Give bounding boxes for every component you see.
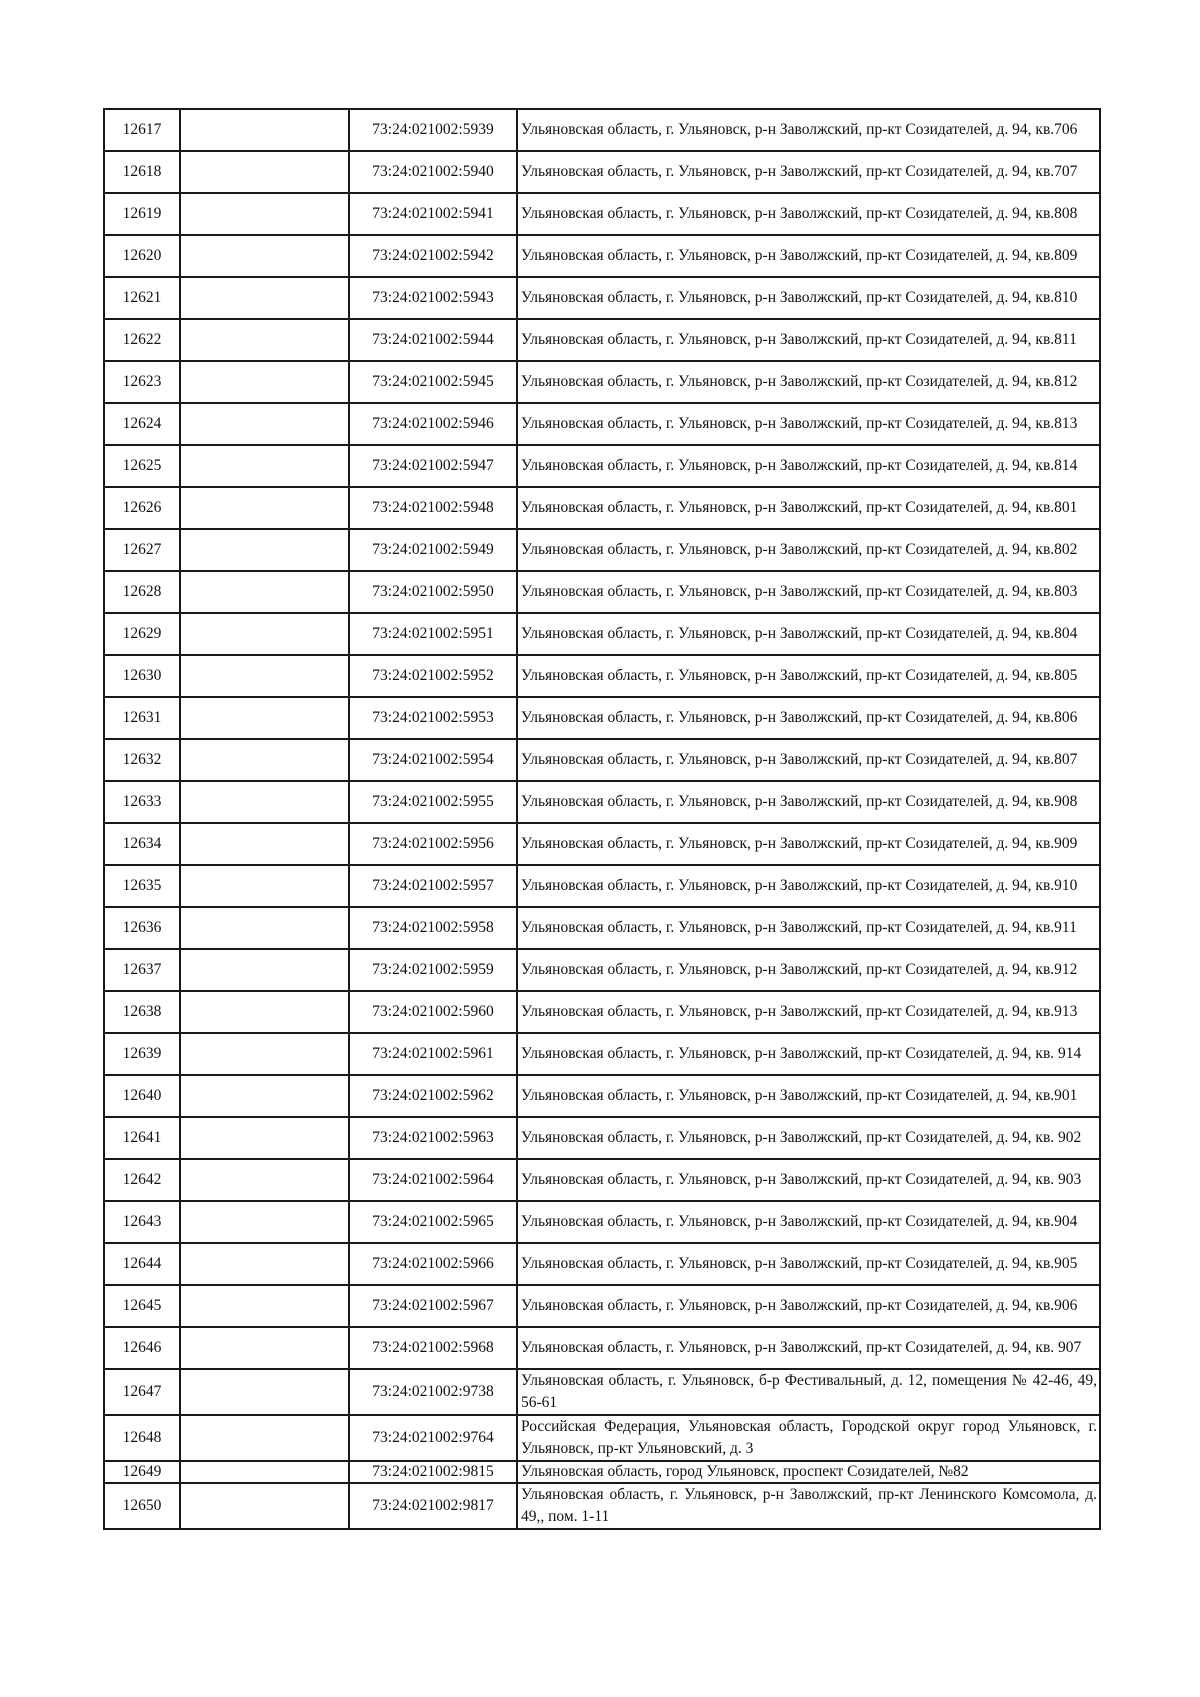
cadastral-number-cell: 73:24:021002:5940: [349, 151, 517, 193]
row-number-cell: 12627: [104, 529, 180, 571]
owner-cell: [180, 781, 349, 823]
owner-cell: [180, 277, 349, 319]
table-row: [104, 1285, 1100, 1327]
address-cell: Ульяновская область, г. Ульяновск, р-н Заволжский, пр-кт Созидателей, д. 94, кв.805: [517, 655, 1100, 697]
owner-cell: [180, 1483, 349, 1529]
address-cell: Российская Федерация, Ульяновская область, Городской округ город Ульяновск, г. Ульяновск, пр-кт Ульяновский, д. 3: [517, 1415, 1100, 1461]
owner-cell: [180, 1159, 349, 1201]
owner-cell: [180, 739, 349, 781]
address-cell: Ульяновская область, г. Ульяновск, р-н Заволжский, пр-кт Созидателей, д. 94, кв.802: [517, 529, 1100, 571]
registry-table: [103, 108, 1101, 1530]
cadastral-number-cell: 73:24:021002:5949: [349, 529, 517, 571]
address-cell: Ульяновская область, г. Ульяновск, р-н Заволжский, пр-кт Созидателей, д. 94, кв. 914: [517, 1033, 1100, 1075]
address-cell: Ульяновская область, г. Ульяновск, р-н Заволжский, пр-кт Созидателей, д. 94, кв. 907: [517, 1327, 1100, 1369]
address-cell: Ульяновская область, г. Ульяновск, р-н Заволжский, пр-кт Ленинского Комсомола, д. 49,, пом. 1-11: [517, 1483, 1100, 1529]
table-row: [104, 1075, 1100, 1117]
cadastral-number-cell: 73:24:021002:5966: [349, 1243, 517, 1285]
table-row: [104, 1415, 1100, 1461]
row-number-cell: 12628: [104, 571, 180, 613]
address-cell: Ульяновская область, г. Ульяновск, р-н Заволжский, пр-кт Созидателей, д. 94, кв.912: [517, 949, 1100, 991]
table-row: [104, 361, 1100, 403]
table-row: [104, 781, 1100, 823]
owner-cell: [180, 445, 349, 487]
row-number-cell: 12631: [104, 697, 180, 739]
address-cell: Ульяновская область, г. Ульяновск, р-н Заволжский, пр-кт Созидателей, д. 94, кв.804: [517, 613, 1100, 655]
cadastral-number-cell: 73:24:021002:9817: [349, 1483, 517, 1529]
address-cell: Ульяновская область, г. Ульяновск, р-н Заволжский, пр-кт Созидателей, д. 94, кв.910: [517, 865, 1100, 907]
cadastral-number-cell: 73:24:021002:9815: [349, 1461, 517, 1483]
row-number-cell: 12641: [104, 1117, 180, 1159]
table-row: [104, 151, 1100, 193]
address-cell: Ульяновская область, г. Ульяновск, р-н Заволжский, пр-кт Созидателей, д. 94, кв.812: [517, 361, 1100, 403]
row-number-cell: 12647: [104, 1369, 180, 1415]
cadastral-number-cell: 73:24:021002:5941: [349, 193, 517, 235]
address-cell: Ульяновская область, г. Ульяновск, р-н Заволжский, пр-кт Созидателей, д. 94, кв.803: [517, 571, 1100, 613]
owner-cell: [180, 1415, 349, 1461]
table-row: [104, 991, 1100, 1033]
table-row: [104, 403, 1100, 445]
owner-cell: [180, 1243, 349, 1285]
row-number-cell: 12650: [104, 1483, 180, 1529]
address-cell: Ульяновская область, г. Ульяновск, р-н Заволжский, пр-кт Созидателей, д. 94, кв.806: [517, 697, 1100, 739]
owner-cell: [180, 1117, 349, 1159]
owner-cell: [180, 361, 349, 403]
table-row: [104, 613, 1100, 655]
row-number-cell: 12629: [104, 613, 180, 655]
cadastral-number-cell: 73:24:021002:5960: [349, 991, 517, 1033]
owner-cell: [180, 1327, 349, 1369]
address-cell: Ульяновская область, г. Ульяновск, р-н Заволжский, пр-кт Созидателей, д. 94, кв. 903: [517, 1159, 1100, 1201]
row-number-cell: 12646: [104, 1327, 180, 1369]
owner-cell: [180, 991, 349, 1033]
table-row: [104, 1159, 1100, 1201]
owner-cell: [180, 1033, 349, 1075]
cadastral-number-cell: 73:24:021002:5951: [349, 613, 517, 655]
table-row: [104, 865, 1100, 907]
cadastral-number-cell: 73:24:021002:5952: [349, 655, 517, 697]
owner-cell: [180, 235, 349, 277]
table-row: [104, 823, 1100, 865]
row-number-cell: 12642: [104, 1159, 180, 1201]
cadastral-number-cell: 73:24:021002:5950: [349, 571, 517, 613]
cadastral-number-cell: 73:24:021002:5958: [349, 907, 517, 949]
address-cell: Ульяновская область, г. Ульяновск, р-н Заволжский, пр-кт Созидателей, д. 94, кв.905: [517, 1243, 1100, 1285]
cadastral-number-cell: 73:24:021002:5965: [349, 1201, 517, 1243]
cadastral-number-cell: 73:24:021002:5956: [349, 823, 517, 865]
owner-cell: [180, 949, 349, 991]
owner-cell: [180, 1075, 349, 1117]
table-row: [104, 109, 1100, 151]
row-number-cell: 12633: [104, 781, 180, 823]
row-number-cell: 12630: [104, 655, 180, 697]
owner-cell: [180, 1201, 349, 1243]
address-cell: Ульяновская область, г. Ульяновск, р-н Заволжский, пр-кт Созидателей, д. 94, кв.706: [517, 109, 1100, 151]
row-number-cell: 12638: [104, 991, 180, 1033]
address-cell: Ульяновская область, г. Ульяновск, р-н Заволжский, пр-кт Созидателей, д. 94, кв.906: [517, 1285, 1100, 1327]
row-number-cell: 12634: [104, 823, 180, 865]
row-number-cell: 12625: [104, 445, 180, 487]
owner-cell: [180, 865, 349, 907]
table-row: [104, 445, 1100, 487]
owner-cell: [180, 1369, 349, 1415]
owner-cell: [180, 319, 349, 361]
table-row: [104, 487, 1100, 529]
owner-cell: [180, 697, 349, 739]
table-row: [104, 1369, 1100, 1415]
table-row: [104, 1483, 1100, 1529]
row-number-cell: 12636: [104, 907, 180, 949]
address-cell: Ульяновская область, г. Ульяновск, р-н Заволжский, пр-кт Созидателей, д. 94, кв.707: [517, 151, 1100, 193]
table-row: [104, 1033, 1100, 1075]
cadastral-number-cell: 73:24:021002:5962: [349, 1075, 517, 1117]
table-row: [104, 655, 1100, 697]
cadastral-number-cell: 73:24:021002:5963: [349, 1117, 517, 1159]
cadastral-number-cell: 73:24:021002:5955: [349, 781, 517, 823]
cadastral-number-cell: 73:24:021002:5944: [349, 319, 517, 361]
address-cell: Ульяновская область, г. Ульяновск, р-н Заволжский, пр-кт Созидателей, д. 94, кв. 902: [517, 1117, 1100, 1159]
table-row: [104, 1117, 1100, 1159]
owner-cell: [180, 907, 349, 949]
cadastral-number-cell: 73:24:021002:5943: [349, 277, 517, 319]
table-row: [104, 193, 1100, 235]
address-cell: Ульяновская область, г. Ульяновск, р-н Заволжский, пр-кт Созидателей, д. 94, кв.814: [517, 445, 1100, 487]
address-cell: Ульяновская область, г. Ульяновск, р-н Заволжский, пр-кт Созидателей, д. 94, кв.801: [517, 487, 1100, 529]
table-row: [104, 235, 1100, 277]
address-cell: Ульяновская область, г. Ульяновск, р-н Заволжский, пр-кт Созидателей, д. 94, кв.909: [517, 823, 1100, 865]
address-cell: Ульяновская область, г. Ульяновск, р-н Заволжский, пр-кт Созидателей, д. 94, кв.810: [517, 277, 1100, 319]
row-number-cell: 12620: [104, 235, 180, 277]
cadastral-number-cell: 73:24:021002:9764: [349, 1415, 517, 1461]
row-number-cell: 12643: [104, 1201, 180, 1243]
cadastral-number-cell: 73:24:021002:5945: [349, 361, 517, 403]
row-number-cell: 12632: [104, 739, 180, 781]
cadastral-number-cell: 73:24:021002:5946: [349, 403, 517, 445]
table-row: [104, 1201, 1100, 1243]
owner-cell: [180, 571, 349, 613]
address-cell: Ульяновская область, город Ульяновск, проспект Созидателей, №82: [517, 1461, 1100, 1483]
cadastral-number-cell: 73:24:021002:5947: [349, 445, 517, 487]
cadastral-number-cell: 73:24:021002:5953: [349, 697, 517, 739]
table-row: [104, 739, 1100, 781]
row-number-cell: 12619: [104, 193, 180, 235]
owner-cell: [180, 613, 349, 655]
row-number-cell: 12649: [104, 1461, 180, 1483]
cadastral-number-cell: 73:24:021002:5961: [349, 1033, 517, 1075]
owner-cell: [180, 403, 349, 445]
table-row: [104, 697, 1100, 739]
owner-cell: [180, 1285, 349, 1327]
address-cell: Ульяновская область, г. Ульяновск, р-н Заволжский, пр-кт Созидателей, д. 94, кв.904: [517, 1201, 1100, 1243]
address-cell: Ульяновская область, г. Ульяновск, р-н Заволжский, пр-кт Созидателей, д. 94, кв.807: [517, 739, 1100, 781]
cadastral-number-cell: 73:24:021002:5939: [349, 109, 517, 151]
cadastral-number-cell: 73:24:021002:5942: [349, 235, 517, 277]
owner-cell: [180, 151, 349, 193]
row-number-cell: 12618: [104, 151, 180, 193]
cadastral-number-cell: 73:24:021002:5964: [349, 1159, 517, 1201]
address-cell: Ульяновская область, г. Ульяновск, б-р Фестивальный, д. 12, помещения № 42-46, 49, 56-61: [517, 1369, 1100, 1415]
table-row: [104, 529, 1100, 571]
row-number-cell: 12639: [104, 1033, 180, 1075]
row-number-cell: 12644: [104, 1243, 180, 1285]
owner-cell: [180, 193, 349, 235]
table-body: [104, 109, 1100, 1529]
row-number-cell: 12621: [104, 277, 180, 319]
address-cell: Ульяновская область, г. Ульяновск, р-н Заволжский, пр-кт Созидателей, д. 94, кв.908: [517, 781, 1100, 823]
address-cell: Ульяновская область, г. Ульяновск, р-н Заволжский, пр-кт Созидателей, д. 94, кв.809: [517, 235, 1100, 277]
address-cell: Ульяновская область, г. Ульяновск, р-н Заволжский, пр-кт Созидателей, д. 94, кв.911: [517, 907, 1100, 949]
row-number-cell: 12648: [104, 1415, 180, 1461]
cadastral-number-cell: 73:24:021002:5967: [349, 1285, 517, 1327]
row-number-cell: 12637: [104, 949, 180, 991]
owner-cell: [180, 823, 349, 865]
owner-cell: [180, 109, 349, 151]
row-number-cell: 12645: [104, 1285, 180, 1327]
address-cell: Ульяновская область, г. Ульяновск, р-н Заволжский, пр-кт Созидателей, д. 94, кв.811: [517, 319, 1100, 361]
cadastral-number-cell: 73:24:021002:5968: [349, 1327, 517, 1369]
cadastral-number-cell: 73:24:021002:5948: [349, 487, 517, 529]
row-number-cell: 12635: [104, 865, 180, 907]
row-number-cell: 12626: [104, 487, 180, 529]
table-row: [104, 277, 1100, 319]
table-row: [104, 319, 1100, 361]
owner-cell: [180, 1461, 349, 1483]
row-number-cell: 12622: [104, 319, 180, 361]
table-row: [104, 949, 1100, 991]
row-number-cell: 12640: [104, 1075, 180, 1117]
owner-cell: [180, 487, 349, 529]
table-row: [104, 571, 1100, 613]
owner-cell: [180, 529, 349, 571]
row-number-cell: 12617: [104, 109, 180, 151]
cadastral-number-cell: 73:24:021002:9738: [349, 1369, 517, 1415]
owner-cell: [180, 655, 349, 697]
table-row: [104, 1461, 1100, 1483]
cadastral-number-cell: 73:24:021002:5954: [349, 739, 517, 781]
table-row: [104, 907, 1100, 949]
address-cell: Ульяновская область, г. Ульяновск, р-н Заволжский, пр-кт Созидателей, д. 94, кв.901: [517, 1075, 1100, 1117]
cadastral-number-cell: 73:24:021002:5957: [349, 865, 517, 907]
address-cell: Ульяновская область, г. Ульяновск, р-н Заволжский, пр-кт Созидателей, д. 94, кв.808: [517, 193, 1100, 235]
row-number-cell: 12624: [104, 403, 180, 445]
row-number-cell: 12623: [104, 361, 180, 403]
table-row: [104, 1327, 1100, 1369]
address-cell: Ульяновская область, г. Ульяновск, р-н Заволжский, пр-кт Созидателей, д. 94, кв.913: [517, 991, 1100, 1033]
cadastral-number-cell: 73:24:021002:5959: [349, 949, 517, 991]
table-row: [104, 1243, 1100, 1285]
address-cell: Ульяновская область, г. Ульяновск, р-н Заволжский, пр-кт Созидателей, д. 94, кв.813: [517, 403, 1100, 445]
